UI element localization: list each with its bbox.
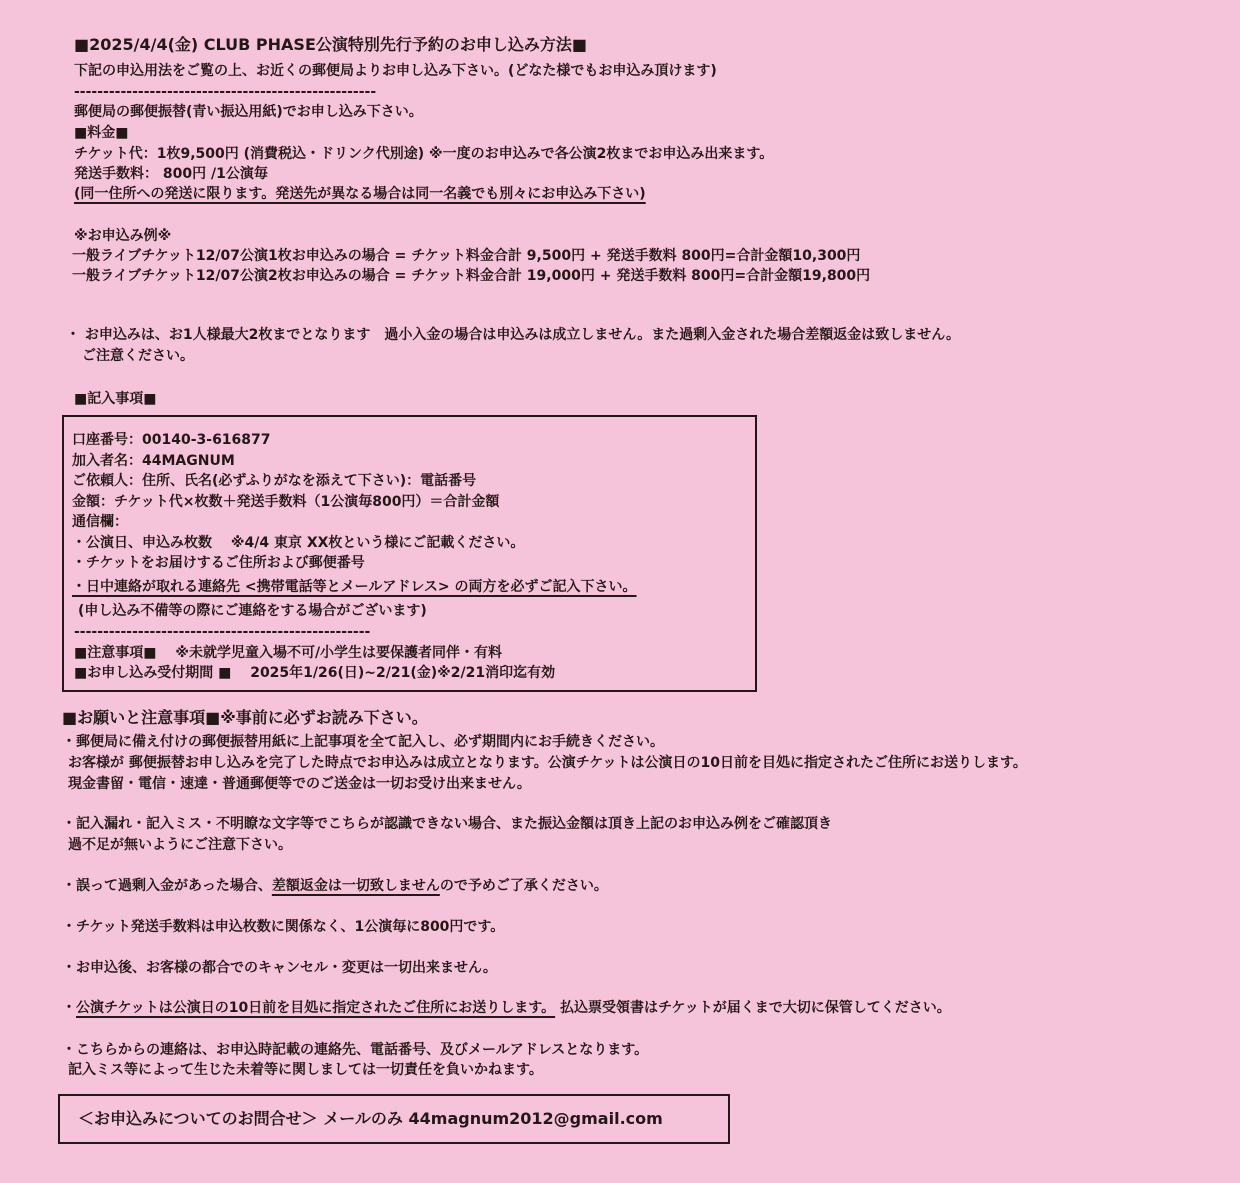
shipping-fee: 発送手数料： 800円 /1公演毎 <box>74 166 268 182</box>
comm-item-3: ・日中連絡が取れる連絡先 <携帯電話等とメールアドレス> の両方を必ずご記入下さい。 <box>72 579 637 595</box>
comm-item-2: ・チケットをお届けするご住所および郵便番号 <box>72 555 365 571</box>
note-6c: 払込票受領書はチケットが届くまで大切に保管してください。 <box>555 1000 951 1016</box>
note-6 <box>62 998 951 1018</box>
examples-heading: ※お申込み例※ <box>74 228 172 244</box>
note-2b: 過不足が無いようにご注意下さい。 <box>68 837 292 853</box>
account-number: 口座番号：00140-3-616877 <box>72 432 271 448</box>
note-6a: ・ <box>62 1000 76 1016</box>
example-1: 一般ライブチケット12/07公演1枚お申込みの場合 = チケット料金合計 9,500円 + 発送手数料 800円=合計金額10,300円 <box>72 248 861 264</box>
account-name: 加入者名：44MAGNUM <box>72 453 235 469</box>
ticket-price: チケット代：1枚9,500円 (消費税込・ドリンク代別途) ※一度のお申込みで各公演2枚までお申込み出来ます。 <box>74 146 774 162</box>
note-6b: 公演チケットは公演日の10日前を目処に指定されたご住所にお送りします。 <box>76 1000 556 1016</box>
comm-label: 通信欄： <box>72 514 128 530</box>
note-7a: ・こちらからの連絡は、お申込時記載の連絡先、電話番号、及びメールアドレスとなります。 <box>62 1042 649 1058</box>
note-3a: ・誤って過剰入金があった場合、 <box>62 878 272 894</box>
shipping-note: (同一住所への発送に限ります。発送先が異なる場合は同一名義でも別々にお申込み下さい) <box>74 186 646 202</box>
note-4: ・チケット発送手数料は申込枚数に関係なく、1公演毎に800円です。 <box>62 919 505 935</box>
note-1b: お客様が 郵便振替お申し込みを完了した時点でお申込みは成立となります。公演チケットは公演日の10日前を目処に指定されたご住所にお送りします。 <box>68 755 1027 771</box>
entry-heading: ■記入事項■ <box>74 391 157 407</box>
limit-line-2: ご注意ください。 <box>82 348 194 364</box>
divider-dashes: ---------------------------------------------------- <box>74 84 377 100</box>
entry-dashes: --------------------------------------------------- <box>74 624 371 640</box>
note-7b: 記入ミス等によって生じた未着等に関しましては一切責任を負いかねます。 <box>68 1062 543 1078</box>
payment-method: 郵便局の郵便振替(青い振込用紙)でお申し込み下さい。 <box>74 104 423 120</box>
contact-text[interactable]: ＜お申込みについてのお問合せ＞ メールのみ 44magnum2012@gmail.com <box>78 1109 663 1128</box>
comm-item-1: ・公演日、申込み枚数 ※4/4 東京 XX枚という様にご記載ください。 <box>72 535 525 551</box>
comm-item-3-note: (申し込み不備等の際にご連絡をする場合がございます) <box>78 603 427 619</box>
period-line: ■お申し込み受付期間 ■ 2025年1/26(日)~2/21(金)※2/21消印迄有効 <box>74 665 556 681</box>
example-2: 一般ライブチケット12/07公演2枚お申込みの場合 = チケット料金合計 19,000円 + 発送手数料 800円=合計金額19,800円 <box>72 268 871 284</box>
note-3 <box>62 876 608 896</box>
note-3b: 差額返金は一切致しません <box>271 878 440 894</box>
limit-line-1: ・ お申込みは、お1人様最大2枚までとなります 過小入金の場合は申込みは成立しません。また過剰入金された場合差額返金は致しません。 <box>66 327 961 343</box>
fees-heading: ■料金■ <box>74 125 129 141</box>
note-1a: ・郵便局に備え付けの郵便振替用紙に上記事項を全て記入し、必ず期間内にお手続きください。 <box>62 734 664 750</box>
note-1c: 現金書留・電信・速達・普通郵便等でのご送金は一切お受け出来ません。 <box>68 776 531 792</box>
notes-heading: ■お願いと注意事項■※事前に必ずお読み下さい。 <box>62 708 428 727</box>
page-title: ■2025/4/4(金) CLUB PHASE公演特別先行予約のお申し込み方法■ <box>74 35 587 54</box>
note-5: ・お申込後、お客様の都合でのキャンセル・変更は一切出来ません。 <box>62 960 497 976</box>
caution-line: ■注意事項■ ※未就学児童入場不可/小学生は要保護者同伴・有料 <box>74 645 503 661</box>
requester-info: ご依頼人：住所、氏名(必ずふりがなを添えて下さい)：電話番号 <box>72 473 477 489</box>
note-2a: ・記入漏れ・記入ミス・不明瞭な文字等でこちらが認識できない場合、また振込金額は頂き上記のお申込み例をご確認頂き <box>62 816 832 832</box>
amount-info: 金額：チケット代×枚数＋発送手数料（1公演毎800円）＝合計金額 <box>72 494 500 510</box>
note-3c: ので予めご了承ください。 <box>439 878 608 894</box>
intro-text: 下記の申込用法をご覧の上、お近くの郵便局よりお申し込み下さい。(どなた様でもお申込み頂けます) <box>74 63 717 79</box>
